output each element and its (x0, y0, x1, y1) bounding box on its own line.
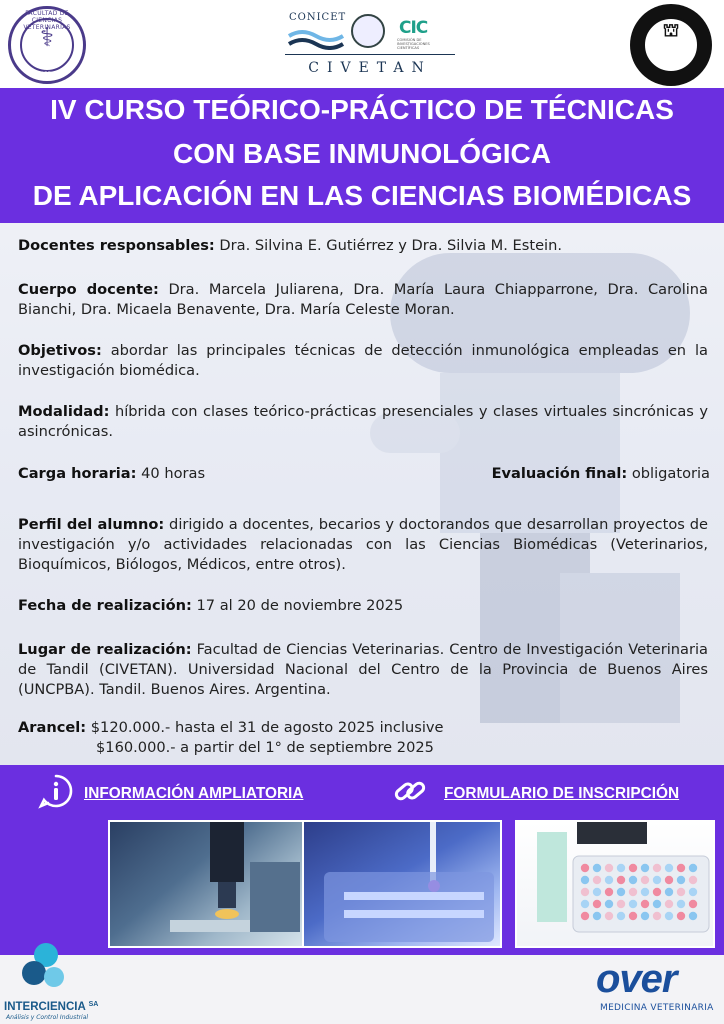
plate-well (605, 888, 613, 896)
microscope-illustration (110, 822, 308, 948)
plate-well (617, 888, 625, 896)
caduceus-icon: ⚕ (39, 23, 55, 53)
plate-well (617, 900, 625, 908)
lugar-value: Facultad de Ciencias Veterinarias. Centro de Investigación Veterinaria de Tandil (CIVETAN). Universidad Nacional del Centro de la Provincia de Buenos Aires (UNCPBA). Tandil. Buenos Aires. Argentina. (18, 641, 708, 698)
plate-well (641, 864, 649, 872)
cic-subtitle: COMISIÓN DE INVESTIGACIONES CIENTÍFICAS (397, 38, 430, 50)
perfil-value: dirigido a docentes, becarios y doctorandos que desarrollan proyectos de investigación y/o actividades relacionadas con las Ciencias Biomédicas (Veterinarios, Bioquímicos, Biólogos, Médicos, entre otros). (18, 516, 708, 573)
plate-well (653, 888, 661, 896)
faculty-logo-text: FACULTAD DE CIENCIAS VETERINARIAS (23, 10, 71, 31)
plate-well (653, 864, 661, 872)
arancel-line-1 (18, 718, 708, 738)
fecha-realizacion (18, 596, 708, 616)
modalidad-label: Modalidad: (18, 403, 110, 420)
evaluacion-label: Evaluación final: (491, 465, 628, 482)
lab-pipette-photo (302, 820, 502, 948)
cic-logo: CIC (399, 18, 428, 38)
evaluacion-value: obligatoria (627, 465, 710, 482)
plate-well (581, 912, 589, 920)
lugar-realizacion (18, 640, 708, 700)
plate-well (593, 888, 601, 896)
plate-well (677, 876, 685, 884)
plate-well (689, 900, 697, 908)
pipette-illustration (304, 822, 502, 948)
plate-well (689, 888, 697, 896)
over-logo: over (596, 957, 677, 1001)
perfil-label: Perfil del alumno: (18, 516, 165, 533)
plate-well (653, 912, 661, 920)
plate-well (581, 900, 589, 908)
over-tagline: MEDICINA VETERINARIA (600, 1003, 714, 1013)
plate-well (617, 864, 625, 872)
modalidad-value: híbrida con clases teórico-prácticas presenciales y clases virtuales sincrónicas y asincrónicas. (18, 403, 708, 440)
plate-well (665, 876, 673, 884)
carga-horaria (18, 464, 318, 484)
plate-well (653, 900, 661, 908)
plate-well (629, 888, 637, 896)
plate-well (581, 876, 589, 884)
plate-well (605, 864, 613, 872)
interciencia-tagline: Análisis y Control Industrial (6, 1014, 89, 1021)
plate-well (617, 912, 625, 920)
plate-well (665, 864, 673, 872)
fecha-value: 17 al 20 de noviembre 2025 (191, 597, 404, 614)
plate-well (665, 900, 673, 908)
plate-well (605, 876, 613, 884)
interciencia-suffix: SA (88, 1001, 99, 1008)
plate-well (629, 876, 637, 884)
objetivos-label: Objetivos: (18, 342, 102, 359)
interciencia-name-text: INTERCIENCIA (4, 1001, 86, 1013)
plate-well (605, 912, 613, 920)
faculty-logo-bottom: UNCPBA (34, 71, 60, 78)
plate-well (581, 888, 589, 896)
plate-well (605, 900, 613, 908)
carga-value: 40 horas (136, 465, 206, 482)
plate-well (689, 864, 697, 872)
plate-well (677, 888, 685, 896)
objetivos (18, 341, 708, 381)
cuerpo-label: Cuerpo docente: (18, 281, 159, 298)
form-link-label[interactable]: FORMULARIO DE INSCRIPCIÓN (444, 785, 680, 802)
docentes-label: Docentes responsables: (18, 237, 215, 254)
plate-well (641, 888, 649, 896)
plate-well (593, 864, 601, 872)
plate-well (665, 888, 673, 896)
modalidad (18, 402, 708, 442)
carga-label: Carga horaria: (18, 465, 137, 482)
perfil-alumno (18, 515, 708, 575)
faculty-logo (8, 6, 86, 84)
plate-well (665, 912, 673, 920)
footer (0, 955, 724, 1024)
header (0, 0, 724, 88)
title-line-2: CON BASE INMUNOLÓGICA (173, 138, 551, 169)
civetan-label: CIVETAN (308, 60, 432, 76)
microplate-photo (515, 820, 715, 948)
info-icon (38, 773, 74, 809)
arancel-value-2: $160.000.- a partir del 1° de septiembre 2025 (96, 739, 434, 756)
university-seal-icon (351, 14, 385, 48)
plate-well (593, 876, 601, 884)
microplate-illustration (517, 822, 715, 948)
evaluacion-final (430, 464, 710, 484)
fecha-label: Fecha de realización: (18, 597, 192, 614)
interciencia-name (4, 1001, 98, 1013)
plate-well (581, 864, 589, 872)
plate-well (653, 876, 661, 884)
plate-well (677, 900, 685, 908)
plate-well (617, 876, 625, 884)
institute-emblem-icon: ⛫ (662, 20, 680, 41)
arancel-line-2 (96, 738, 696, 758)
plate-well (629, 900, 637, 908)
institution-logos (285, 10, 455, 82)
institute-seal-logo (630, 4, 712, 86)
lugar-label: Lugar de realización: (18, 641, 192, 658)
docentes-responsables (18, 236, 708, 256)
title-line-1: IV CURSO TEÓRICO-PRÁCTICO DE TÉCNICAS (50, 94, 674, 125)
plate-well (629, 864, 637, 872)
docentes-value: Dra. Silvina E. Gutiérrez y Dra. Silvia M. Estein. (214, 237, 563, 254)
plate-well (641, 876, 649, 884)
title-line-3: DE APLICACIÓN EN LAS CIENCIAS BIOMÉDICAS (32, 180, 692, 211)
plate-well (641, 912, 649, 920)
civetan-divider (285, 54, 455, 55)
link-chain-icon (392, 773, 428, 809)
plate-well (593, 912, 601, 920)
interciencia-logo-icon (16, 939, 72, 995)
plate-well (629, 912, 637, 920)
arancel-label: Arancel: (18, 719, 87, 736)
microscope-photo (108, 820, 308, 948)
arancel-value-1: $120.000.- hasta el 31 de agosto 2025 inclusive (86, 719, 444, 736)
title-band (0, 88, 724, 223)
plate-well (641, 900, 649, 908)
plate-well (689, 912, 697, 920)
plate-well (593, 900, 601, 908)
info-link-label[interactable]: INFORMACIÓN AMPLIATORIA (84, 785, 304, 802)
conicet-label: CONICET (289, 12, 347, 23)
plate-well (689, 876, 697, 884)
cuerpo-value: Dra. Marcela Juliarena, Dra. María Laura Chiapparrone, Dra. Carolina Bianchi, Dra. Micaela Benavente, Dra. María Celeste Moran. (18, 281, 709, 318)
objetivos-value: abordar las principales técnicas de detección inmunológica empleadas en la investigación biomédica. (18, 342, 708, 379)
conicet-logo-icon (287, 28, 345, 50)
plate-well (677, 912, 685, 920)
plate-well (677, 864, 685, 872)
cuerpo-docente (18, 280, 708, 320)
